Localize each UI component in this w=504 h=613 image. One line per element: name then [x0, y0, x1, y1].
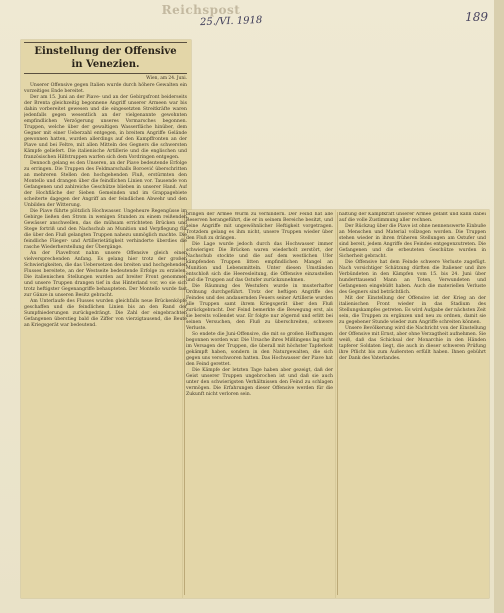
page-number: 189 — [465, 10, 488, 24]
article-paragraph: Der am 15. Juni an der Piave- und an der Gebirgsfront beiderseits der Brenta gleichzeitig begonnene Angriff unserer Armeen war bis dahin vorbereitet gewesen und die eingesetzten Streitkräfte waren jedenfalls gegen wesentlich an der vielgenannte gewohnten empfindlichen Verzögerung unseres Vormarsches begonnen. Truppen, welche über der gewaltigen Wasserfläche hinüber, dem Gegner mit einer Ueberzahl entgegen, in breitem Angriffe Gelände gewonnen hatten, wurden allerdings auf den Kampffronten an der Piave und bei Feltre, mit allen Mitteln des Gegners die schwersten Kämpfe geliefert. Die italienische Artillerie und die englischen und französischen Hilfstruppen warfen sich dem Vordringen entgegen. — [24, 95, 187, 160]
sheet-edge — [494, 0, 504, 613]
article-paragraph: Unsere Bevölkerung wird die Nachricht von der Einstellung der Offensive mit Ernst, aber ohne Verzagtheit aufnehmen. Sie weiß, daß das Schicksal der Monarchie in den Händen tapferer Soldaten liegt, die auch in dieser schweren Prüfung ihre Pflicht bis zum Äußersten erfüllt haben. Ihnen gebührt der Dank des Vaterlandes. — [339, 326, 486, 361]
headline-rule — [24, 42, 187, 43]
article-paragraph: Die Offensive hat dem Feinde schwere Verluste zugefügt. Nach vorsichtiger Schätzung dürften die Italiener und ihre Verbündeten in den Kämpfen vom 15. bis 24. Juni über hunderttausend Mann an Toten, Verwundeten und Gefangenen eingebüßt haben. Auch die materiellen Verluste des Gegners sind beträchtlich. — [339, 260, 486, 295]
article-column-middle — [186, 212, 333, 595]
headline-rule — [24, 73, 187, 74]
article-headline — [24, 45, 187, 71]
headline-line-1: Einstellung der Offensive — [34, 46, 177, 57]
article-paragraph: Mit der Einstellung der Offensive ist der Krieg an der italienischen Front wieder in das Stadium des Stellungskampfes getreten. Es wird Aufgabe der nächsten Zeit sein, die Truppen zu ergänzen und neu zu ordnen, damit sie zu gegebener Stunde wieder zum Angriffe schreiten können. — [339, 296, 486, 325]
article-paragraph: Dennoch gelang es den Unseren, an der Piave bedeutende Erfolge zu erringen. Die Truppen des Feldmarschalls Boroević überschritten an mehreren Stellen den hochgehenden Fluß, erstürmten den Montello und drangen über die feindlichen Linien vor. Tausende von Gefangenen und zahlreiche Geschütze blieben in unserer Hand. Auf der Hochfläche der Sieben Gemeinden und im Grappagebiete scheiterte dagegen der Angriff an der feindlichen Abwehr und den Unbilden der Witterung. — [24, 161, 187, 208]
article-paragraph: Am Unterlaufe des Flusses wurden gleichfalls neue Brückenköpfe geschaffen und die feindlichen Linien bis an den Rand der Sumpfniederungen zurückgedrängt. Die Zahl der eingebrachten Gefangenen überstieg bald die Ziffer von vierzigtausend, die Beute an Kriegsgerät war bedeutend. — [24, 299, 187, 328]
article-dateline: Wien, am 24. Juni. — [146, 76, 187, 81]
article-paragraph: haltung der Kampfkraft unserer Armee gefaßt und kann dabei auf die volle Zustimmung aller rechnen. — [339, 212, 486, 223]
article-paragraph: Die Räumung des Westufers wurde in musterhafter Ordnung durchgeführt. Trotz der heftigen Angriffe des Feindes und des andauernden Feuers seiner Artillerie wurden alle Truppen samt ihrem Kriegsgerät über den Fluß zurückgebracht. Der Feind bemerkte die Bewegung erst, als sie bereits vollendet war. Er folgte nur zögernd und erlitt bei seinen Versuchen, den Fluß zu überschreiten, schwere Verluste. — [186, 284, 333, 331]
newspaper-title-stamp: Reichspost — [161, 3, 241, 17]
article-column-right — [339, 212, 486, 595]
article-paragraph: Der Rückzug über die Piave ist ohne nennenswerte Einbuße an Menschen und Material vollzogen worden. Die Truppen stehen wieder in ihren früheren Stellungen am Ostufer und sind bereit, jedem Angriffe des Feindes entgegenzutreten. Die Gefangenen und die erbeuteten Geschütze wurden in Sicherheit gebracht. — [339, 224, 486, 259]
article-paragraph: bringen der Armee Wurm zu verhindern. Der Feind hat alle Reserven herangeführt, die er in seinem Bereiche besitzt, und seine Angriffe mit ungewöhnlicher Heftigkeit vorgetragen. Trotzdem gelang es ihm nicht, unsere Truppen wieder über den Fluß zu drängen. — [186, 212, 333, 241]
article-paragraph: Unserer Offensive gegen Italien wurde durch höhere Gewalten ein vorzeitiges Ende bereitet. — [24, 83, 187, 94]
headline-line-2: in Venezien. — [71, 59, 140, 70]
article-paragraph: Die Piave führte plötzlich Hochwasser. Ungeheure Regengüsse im Gebirge ließen den Strom in wenigen Stunden zu einem reißenden Gewässer anschwellen, das die mühsam errichteten Brücken und Stege fortriß und den Nachschub an Munition und Verpflegung für die über den Fluß gelangten Truppen nahezu unmöglich machte. Die feindliche Flieger- und Artillerietätigkeit verhinderte überdies die rasche Wiederherstellung der Übergänge. — [24, 209, 187, 250]
article-paragraph: So endete die Juni-Offensive, die mit so großen Hoffnungen begonnen worden war. Die Ursache ihres Mißlingens lag nicht im Versagen der Truppen, die überall mit höchster Tapferkeit gekämpft haben, sondern in den Naturgewalten, die sich gegen uns verschworen hatten. Das Hochwasser der Piave hat den Feind gerettet. — [186, 332, 333, 367]
article-paragraph: An der Piavefront nahm unsere Offensive gleich einen vielversprechenden Anfang. Es gelang hier trotz der großen Schwierigkeiten, die das Uebersetzen des breiten und hochgehenden Flusses bereitete, an der Westseite bedeutende Erfolge zu erzielen. Die italienischen Stellungen wurden auf breiter Front genommen und unsere Truppen drangen tief in das Hinterland vor, wo sie sich trotz heftigster Gegenangriffe behaupteten. Der Montello wurde fast zur Gänze in unseren Besitz gebracht. — [24, 251, 187, 298]
handwritten-date: 25./VI. 1918 — [199, 14, 263, 29]
column-divider — [337, 212, 338, 595]
article-column-left — [24, 40, 187, 595]
article-paragraph: Die Lage wurde jedoch durch das Hochwasser immer schwieriger. Die Brücken waren wiederholt zerstört, der Nachschub stockte und die auf dem westlichen Ufer kämpfenden Truppen litten empfindlichen Mangel an Munition und Lebensmitteln. Unter diesen Umständen entschloß sich die Heeresleitung, die Offensive einzustellen und die Truppen auf das Ostufer zurückzunehmen. — [186, 242, 333, 283]
article-paragraph: Die Kämpfe der letzten Tage haben aber gezeigt, daß der Geist unserer Truppen ungebrochen ist und daß sie auch unter den schwierigsten Verhältnissen den Feind zu schlagen vermögen. Die Erfahrungen dieser Offensive werden für die Zukunft nicht verloren sein. — [186, 368, 333, 397]
